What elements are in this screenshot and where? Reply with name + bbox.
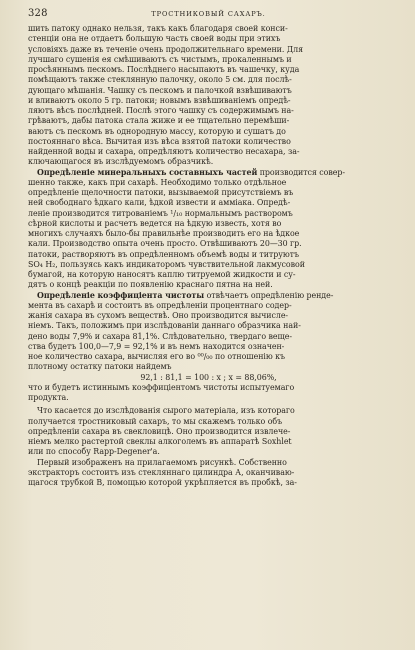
text-line: ляютъ вѣсъ послѣдней. Послѣ этого чашку съ содержимымъ на- bbox=[28, 106, 294, 115]
text-line: что и будетъ истиннымъ коэффиціентомъ чистоты испытуемаго bbox=[28, 382, 295, 392]
text-line: сѣрной кислоты и расчетъ ведется на ѣдкую известь, хотя во bbox=[28, 218, 282, 228]
text-line: шить патоку однако нельзя, такъ какъ благодаря своей конси- bbox=[28, 24, 288, 33]
text-line: ключающагося въ изслѣдуемомъ образчикѣ. bbox=[28, 157, 214, 167]
page-header bbox=[24, 8, 393, 22]
text-line: опредѣленіе щелочности патоки, вызываемой присутствіемъ въ bbox=[28, 188, 294, 197]
paragraph-minerals bbox=[28, 168, 389, 291]
formula: 92,1 : 81,1 = 100 : x ; x = 88,06%, bbox=[140, 372, 277, 382]
text-line: ніемъ мелко растертой свеклы алкоголемъ въ аппаратѣ Soxhlet bbox=[28, 437, 292, 446]
paragraph-extractor bbox=[28, 458, 389, 489]
paragraph-moisture bbox=[28, 24, 389, 168]
paragraph-raw-material bbox=[28, 406, 389, 457]
page-number: 328 bbox=[28, 8, 48, 19]
text-line: лучшаго сушенія ея смѣшиваютъ съ чистымъ, прокаленнымъ и bbox=[28, 54, 292, 64]
text-line: дятъ о концѣ реакціи по появленію краснаго пятна на ней. bbox=[28, 280, 273, 290]
text-line: кали. Производство опыта очень просто. Отвѣшиваютъ 20—30 гр. bbox=[28, 239, 302, 249]
text-line: стенціи она не отдаетъ большую часть своей воды при этихъ bbox=[28, 34, 281, 44]
text-line: Первый изображенъ на прилагаемомъ рисункѣ. Собственно bbox=[37, 457, 287, 467]
text-line: бумагой, на которую наносятъ каплю титруемой жидкости и су- bbox=[28, 270, 296, 279]
text-line: многихъ случаяхъ было-бы правильнѣе производить его на ѣдкое bbox=[28, 229, 300, 238]
text-line: ваютъ съ пескомъ въ однородную массу, которую и сушатъ до bbox=[28, 126, 286, 136]
text-line: мента въ сахарѣ и состоитъ въ опредѣленіи процентнаго содер- bbox=[28, 300, 292, 310]
text-line: SO₄ H₂, пользуясь какъ индикаторомъ чувствительной лакмусовой bbox=[28, 259, 305, 269]
text-line: дено воды 7,9% и сахара 81,1%. Слѣдовательно, твердаго веще- bbox=[28, 331, 293, 341]
text-line: ное количество сахара, вычисляя его во ⁰⁰/₀₀ по отношенію къ bbox=[28, 352, 286, 361]
paragraph-purity bbox=[28, 291, 389, 373]
text-line: и вливаютъ около 5 гр. патоки; новымъ взвѣшиваніемъ опредѣ- bbox=[28, 95, 291, 105]
body-text bbox=[28, 24, 389, 488]
text-line: щагося трубкой В, помощью которой укрѣпляется въ пробкѣ, за- bbox=[28, 478, 297, 487]
text-line: опредѣленіи сахара въ свекловицѣ. Оно производится извлече- bbox=[28, 426, 291, 436]
section-heading-minerals: Опредѣленіе минеральныхъ составныхъ частей bbox=[37, 167, 258, 177]
text-line: Что касается до изслѣдованія сырого матеріала, изъ котораго bbox=[37, 406, 295, 416]
text-line: патоки, растворяютъ въ опредѣленномъ объемѣ воды и титруютъ bbox=[28, 249, 299, 259]
text-line: плотному остатку патоки найдемъ bbox=[28, 362, 172, 372]
text-line: дующаго мѣшанія. Чашку съ пескомъ и палочкой взвѣшиваютъ bbox=[28, 85, 292, 95]
text-line: просѣяннымъ пескомъ. Послѣднего насыпаютъ въ чашечку, куда bbox=[28, 65, 300, 74]
text-line: ней свободнаго ѣдкаго кали, ѣдкой извести и амміака. Опредѣ- bbox=[28, 198, 291, 208]
text-line: помѣщаютъ также стеклянную палочку, около 5 см. для послѣ- bbox=[28, 75, 292, 85]
text-line: условіяхъ даже въ теченіе очень продолжительнаго времени. Для bbox=[28, 44, 304, 54]
text-line: получается тростниковый сахаръ, то мы скажемъ только объ bbox=[28, 416, 283, 426]
text-run: отвѣчаетъ опредѣленію ренде- bbox=[204, 290, 334, 300]
text-line: шенно также, какъ при сахарѣ. Необходимо только отдѣльное bbox=[28, 177, 287, 187]
section-heading-purity: Опредѣленіе коэффиціента чистоты bbox=[37, 290, 205, 300]
text-line: экстракторъ состоитъ изъ стекляннаго цилиндра А, оканчиваю- bbox=[28, 467, 295, 477]
text-line: или по способу Rapp-Degener'a. bbox=[28, 447, 160, 457]
text-line: грѣваютъ, дабы патока стала жиже и ее тщательно перемѣши- bbox=[28, 116, 290, 126]
text-line: ства будетъ 100,0—7,9 = 92,1% и въ немъ находится означен- bbox=[28, 341, 285, 351]
text-line-lead bbox=[28, 168, 389, 178]
text-line: леніе производится титрованіемъ ¹/₁₀ нормальнымъ растворомъ bbox=[28, 208, 293, 218]
text-line: жанія сахара въ сухомъ веществѣ. Оно производится вычисле- bbox=[28, 311, 289, 320]
text-line: найденной воды и сахара, опредѣляютъ количество несахара, за- bbox=[28, 147, 300, 156]
text-line: постояннаго вѣса. Вычитая изъ вѣса взятой патоки количество bbox=[28, 136, 291, 146]
text-line-lead bbox=[28, 291, 389, 301]
text-run: производится совер- bbox=[257, 167, 345, 177]
running-title: ТРОСТНИКОВЫЙ САХАРЪ. bbox=[151, 10, 266, 18]
text-line: продукта. bbox=[28, 393, 69, 402]
text-line: ніемъ. Такъ, положимъ при изслѣдованіи даннаго образчика най- bbox=[28, 321, 301, 331]
